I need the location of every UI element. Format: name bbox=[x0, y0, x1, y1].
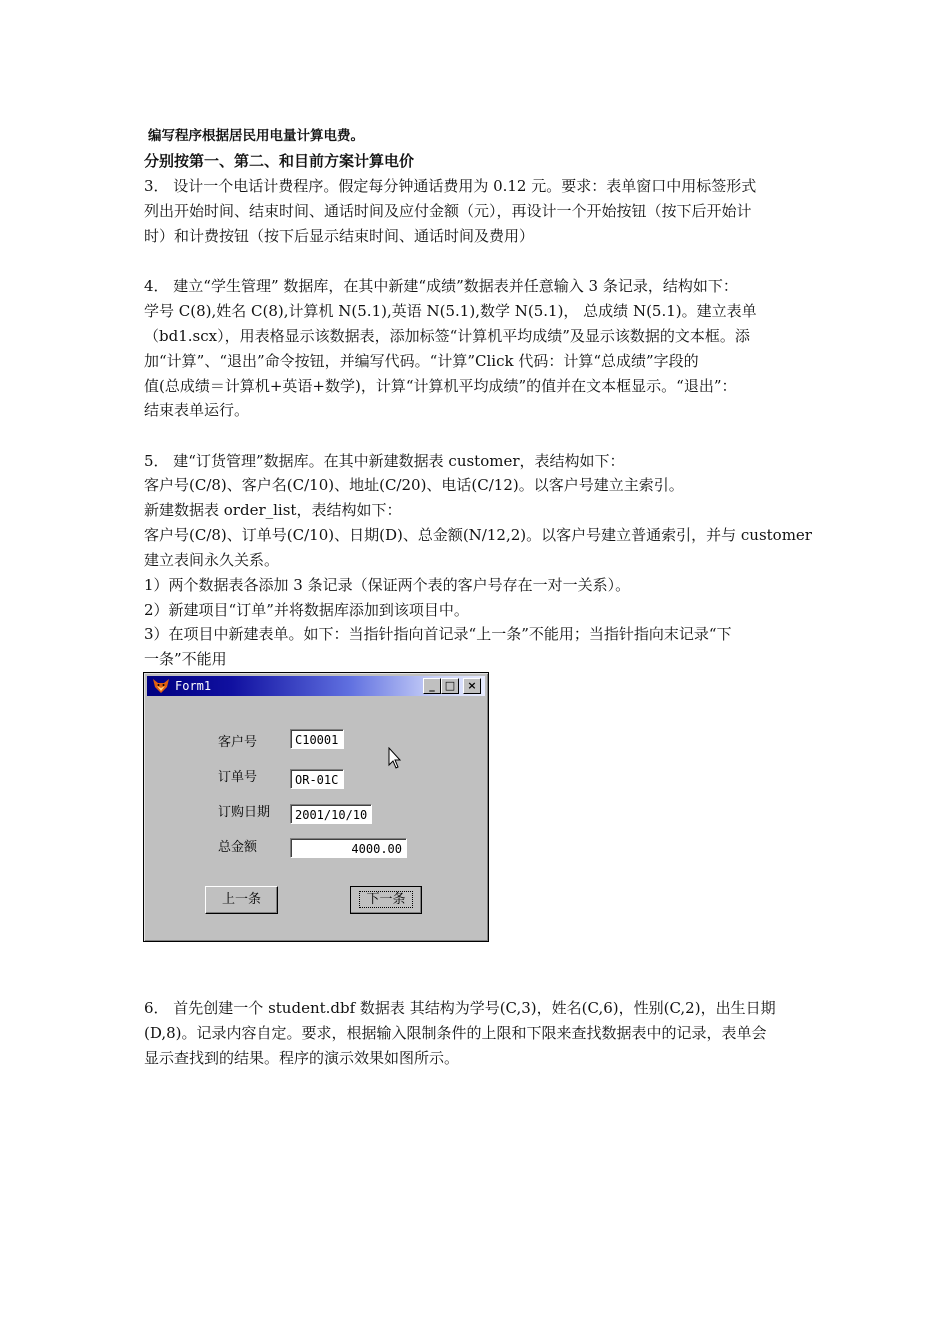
title-bar[interactable] bbox=[147, 676, 485, 696]
total-field[interactable]: 4000.00 bbox=[290, 838, 407, 858]
order-id-field[interactable]: OR-01C bbox=[290, 769, 344, 789]
total-label: 总金额 bbox=[218, 840, 258, 855]
next-record-label: 下一条 bbox=[359, 891, 412, 908]
heading-2: 分别按第一、第二、和目前方案计算电价 bbox=[144, 152, 415, 170]
order-date-field[interactable]: 2001/10/10 bbox=[290, 804, 372, 824]
minimize-button[interactable]: _ bbox=[423, 678, 441, 694]
window-title: Form1 bbox=[175, 679, 212, 693]
maximize-button[interactable]: □ bbox=[441, 678, 459, 694]
q5-line: 1）两个数据表各添加 3 条记录（保证两个表的客户号存在一对一关系）。 bbox=[144, 576, 631, 594]
heading-1: 编写程序根据居民用电量计算电费。 bbox=[148, 128, 364, 144]
q5-line: 客户号(C/8)、客户名(C/10)、地址(C/20)、电话(C/12)。以客户号建立主索引。 bbox=[144, 476, 684, 494]
customer-id-field[interactable]: C10001 bbox=[290, 729, 344, 749]
customer-id-label: 客户号 bbox=[218, 735, 258, 750]
q5-line: 5． 建“订货管理”数据库。在其中新建数据表 customer，表结构如下： bbox=[144, 452, 625, 470]
order-id-label: 订单号 bbox=[218, 770, 258, 785]
q4-line: 值(总成绩＝计算机+英语+数学)，计算“计算机平均成绩”的值并在文本框显示。“退出”： bbox=[144, 377, 737, 395]
q4-line: 4． 建立“学生管理” 数据库，在其中新建“成绩”数据表并任意输入 3 条记录，结构如下： bbox=[144, 277, 738, 295]
q6-line: (D,8)。记录内容自定。要求，根据输入限制条件的上限和下限来查找数据表中的记录，表单会 bbox=[144, 1024, 767, 1042]
q4-line: 学号 C(8),姓名 C(8),计算机 N(5.1),英语 N(5.1),数学 N(5.1)， 总成绩 N(5.1)。建立表单 bbox=[144, 302, 757, 320]
arrow-cursor-icon bbox=[388, 747, 404, 771]
form1-window bbox=[143, 672, 489, 942]
q4-line: （bd1.scx），用表格显示该数据表，添加标签“计算机平均成绩”及显示该数据的文本框。添 bbox=[144, 327, 750, 345]
next-record-button[interactable] bbox=[350, 886, 422, 914]
q5-line: 客户号(C/8)、订单号(C/10)、日期(D)、总金额(N/12,2)。以客户号建立普通索引，并与 customer bbox=[144, 526, 812, 544]
close-button[interactable]: × bbox=[463, 678, 481, 694]
q4-line: 加“计算”、“退出”命令按钮，并编写代码。“计算”Click 代码：计算“总成绩”字段的 bbox=[144, 352, 699, 370]
prev-record-button[interactable]: 上一条 bbox=[205, 886, 278, 914]
q6-line: 显示查找到的结果。程序的演示效果如图所示。 bbox=[144, 1049, 460, 1067]
q5-line: 新建数据表 order_list，表结构如下： bbox=[144, 501, 402, 519]
q4-line: 结束表单运行。 bbox=[144, 401, 250, 419]
q3-line: 时）和计费按钮（按下后显示结束时间、通话时间及费用） bbox=[144, 227, 535, 245]
q5-line: 建立表间永久关系。 bbox=[144, 551, 280, 569]
fox-icon bbox=[152, 678, 170, 694]
q3-line: 3． 设计一个电话计费程序。假定每分钟通话费用为 0.12 元。要求：表单窗口中用标签形式 bbox=[144, 177, 757, 195]
q5-line: 2）新建项目“订单”并将数据库添加到该项目中。 bbox=[144, 601, 469, 619]
q3-line: 列出开始时间、结束时间、通话时间及应付金额（元），再设计一个开始按钮（按下后开始计 bbox=[144, 202, 752, 220]
q6-line: 6． 首先创建一个 student.dbf 数据表 其结构为学号(C,3)，姓名(C,6)，性别(C,2)，出生日期 bbox=[144, 999, 776, 1017]
q5-line: 3）在项目中新建表单。如下：当指针指向首记录“上一条”不能用；当指针指向末记录“下 bbox=[144, 625, 732, 643]
order-date-label: 订购日期 bbox=[218, 805, 271, 820]
q5-line: 一条”不能用 bbox=[144, 650, 227, 668]
